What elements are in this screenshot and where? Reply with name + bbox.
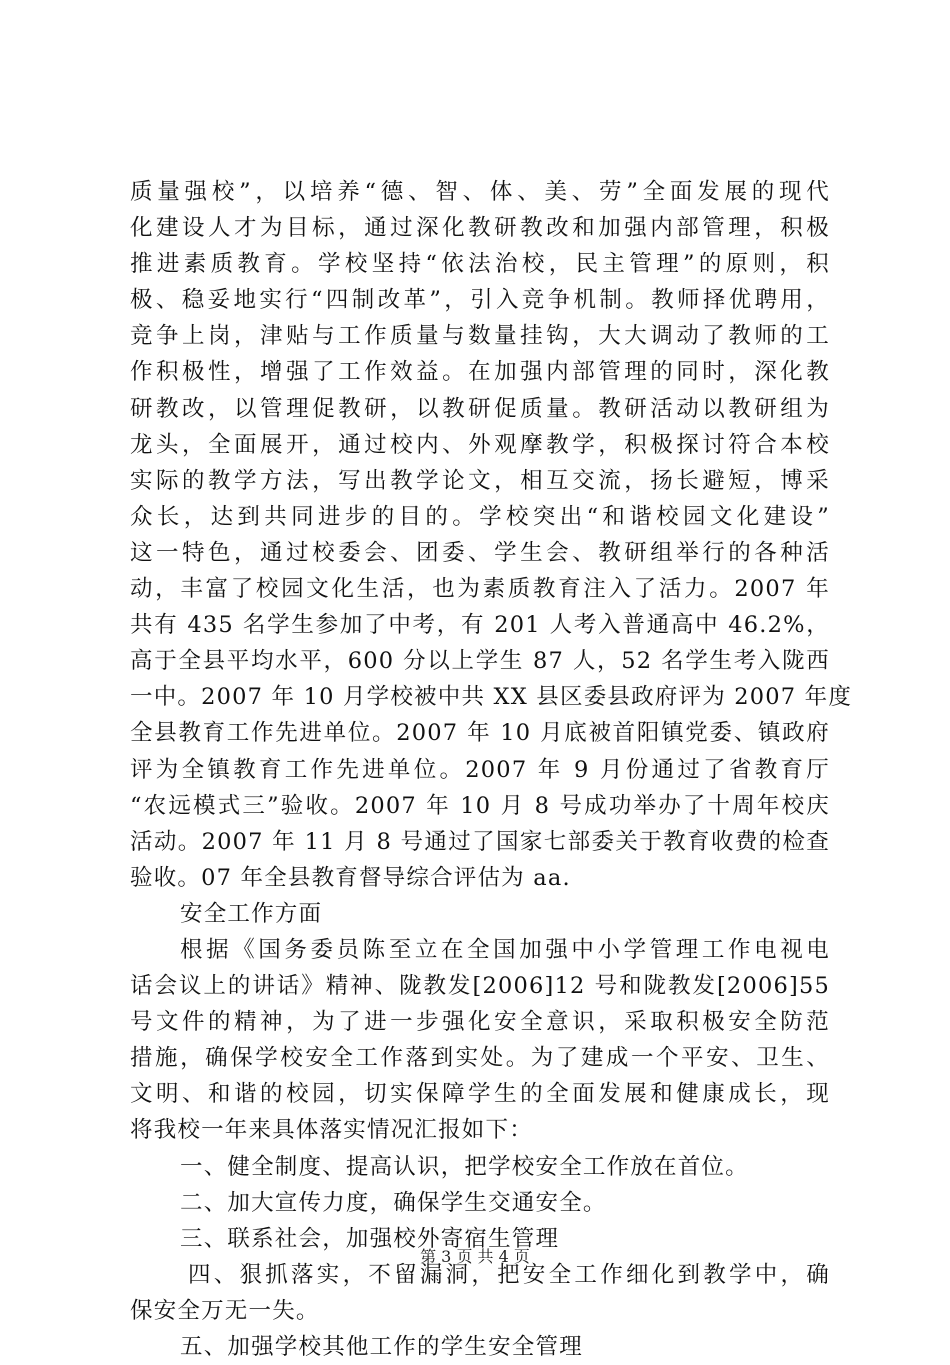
paragraph-line: 动，丰富了校园文化生活，也为素质教育注入了活力。2007 年 xyxy=(130,576,830,603)
paragraph-line: 一中。2007 年 10 月学校被中共 XX 县区委县政府评为 2007 年度 xyxy=(130,684,853,711)
section-heading: 安全工作方面 xyxy=(180,900,323,927)
page-number: 第 3 页 共 4 页 xyxy=(420,1247,530,1266)
list-item: 二、加大宣传力度，确保学生交通安全。 xyxy=(180,1189,607,1216)
paragraph-line: 推进素质教育。学校坚持“依法治校，民主管理”的原则，积 xyxy=(130,251,830,278)
document-body xyxy=(130,174,853,1365)
list-item: 三、联系社会，加强校外寄宿生管理 xyxy=(180,1225,560,1252)
paragraph-line: 这一特色，通过校委会、团委、学生会、教研组举行的各种活 xyxy=(130,539,830,566)
paragraph-line: 众长，达到共同进步的目的。学校突出“和谐校园文化建设” xyxy=(130,503,830,530)
paragraph-line: 化建设人才为目标，通过深化教研教改和加强内部管理，积极 xyxy=(130,215,830,242)
paragraph-line: 措施，确保学校安全工作落到实处。为了建成一个平安、卫生、 xyxy=(130,1045,830,1072)
paragraph-line: 共有 435 名学生参加了中考，有 201 人考入普通高中 46.2%， xyxy=(130,612,830,639)
list-item-continuation: 保安全万无一失。 xyxy=(130,1297,320,1324)
paragraph-line: 全县教育工作先进单位。2007 年 10 月底被首阳镇党委、镇政府 xyxy=(130,720,830,747)
paragraph-line: 评为全镇教育工作先进单位。2007 年 9 月份通过了省教育厅 xyxy=(130,756,830,783)
paragraph-line: “农远模式三”验收。2007 年 10 月 8 号成功举办了十周年校庆 xyxy=(130,792,830,819)
paragraph-line: 号文件的精神，为了进一步强化安全意识，采取积极安全防范 xyxy=(130,1009,830,1036)
paragraph-line: 话会议上的讲话》精神、陇教发[2006]12 号和陇教发[2006]55 xyxy=(130,973,830,1000)
paragraph-line: 根据《国务委员陈至立在全国加强中小学管理工作电视电 xyxy=(180,936,830,963)
paragraph-line: 将我校一年来具体落实情况汇报如下： xyxy=(130,1117,533,1144)
paragraph-line: 龙头，全面展开，通过校内、外观摩教学，积极探讨符合本校 xyxy=(130,431,830,458)
list-item: 四、狠抓落实，不留漏洞，把安全工作细化到教学中，确 xyxy=(188,1261,830,1288)
paragraph-line: 高于全县平均水平，600 分以上学生 87 人，52 名学生考入陇西 xyxy=(130,648,830,675)
paragraph-line: 研教改，以管理促教研，以教研促质量。教研活动以教研组为 xyxy=(130,395,830,422)
paragraph-line: 验收。07 年全县教育督导综合评估为 aa. xyxy=(130,864,571,891)
paragraph-line: 竞争上岗，津贴与工作质量与数量挂钩，大大调动了教师的工 xyxy=(130,323,830,350)
paragraph-line: 文明、和谐的校园，切实保障学生的全面发展和健康成长，现 xyxy=(130,1081,830,1108)
paragraph-line: 质量强校”，以培养“德、智、体、美、劳”全面发展的现代 xyxy=(130,179,830,205)
list-item: 五、加强学校其他工作的学生安全管理 xyxy=(180,1334,583,1360)
paragraph-line: 活动。2007 年 11 月 8 号通过了国家七部委关于教育收费的检查 xyxy=(130,828,830,855)
paragraph-line: 实际的教学方法，写出教学论文，相互交流，扬长避短，博采 xyxy=(130,467,830,494)
list-item: 一、健全制度、提高认识，把学校安全工作放在首位。 xyxy=(180,1153,749,1180)
paragraph-line: 作积极性，增强了工作效益。在加强内部管理的同时，深化教 xyxy=(130,359,830,386)
paragraph-line: 极、稳妥地实行“四制改革”，引入竞争机制。教师择优聘用， xyxy=(130,287,830,314)
